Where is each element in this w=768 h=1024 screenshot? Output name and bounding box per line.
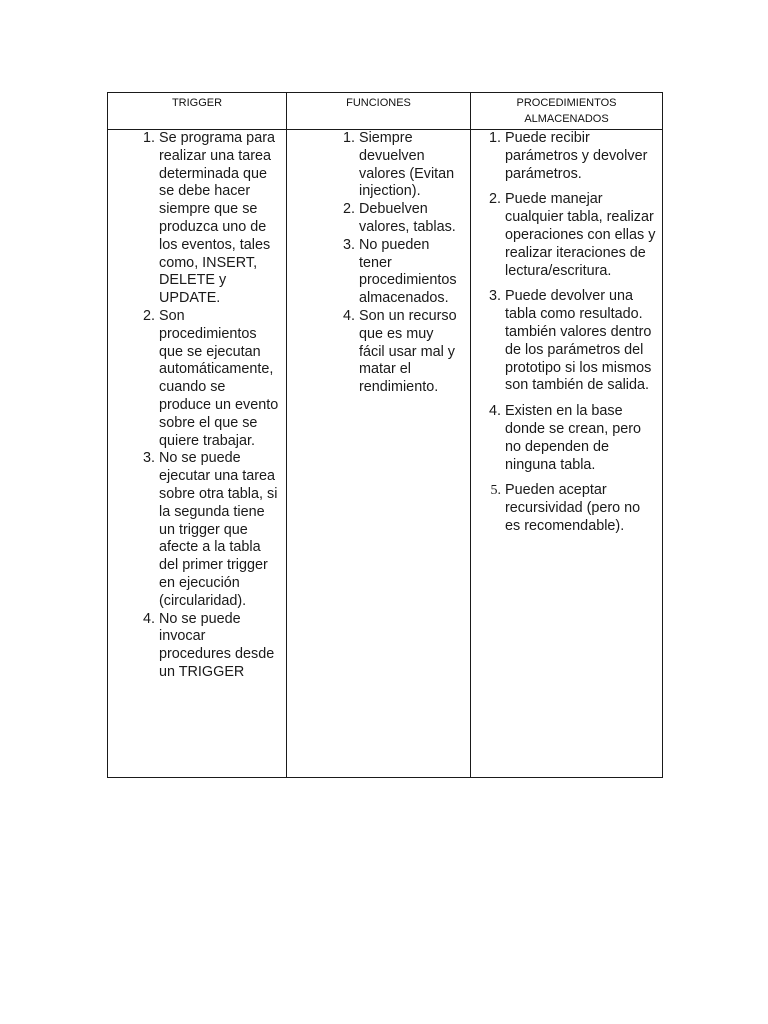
comparison-table xyxy=(107,92,663,778)
list-item xyxy=(342,130,462,201)
list-item xyxy=(488,288,656,395)
list-item xyxy=(488,403,656,474)
list-item xyxy=(142,610,280,682)
list-item xyxy=(488,191,656,280)
list-number: 3. xyxy=(488,288,501,305)
list-number: 2. xyxy=(488,191,501,208)
header-procedimientos: PROCEDIMIENTOS ALMACENADOS xyxy=(471,93,663,130)
list-number: 2. xyxy=(142,307,155,324)
list-number: 4. xyxy=(488,403,501,420)
list-number: 1. xyxy=(342,130,355,146)
list-item xyxy=(488,130,656,183)
header-funciones: FUNCIONES xyxy=(287,93,471,130)
list-number: 2. xyxy=(342,201,355,218)
list-text: Son procedimientos que se ejecutan automáticamente, cuando se produce un evento sobre el que se quiere trabajar. xyxy=(159,307,279,449)
procedimientos-list xyxy=(471,130,662,536)
list-number: 3. xyxy=(142,450,155,467)
list-number: 3. xyxy=(342,236,355,253)
funciones-cell xyxy=(287,130,471,778)
body-row xyxy=(108,130,663,778)
list-number: 5. xyxy=(490,483,501,499)
list-text: Siempre devuelven valores (Evitan injection). xyxy=(359,130,455,200)
list-item xyxy=(142,450,280,610)
list-item xyxy=(142,307,280,450)
list-text: Existen en la base donde se crean, pero no dependen de ninguna tabla. xyxy=(505,403,642,473)
list-item xyxy=(142,130,280,308)
list-number: 1. xyxy=(488,130,501,146)
list-text: Debuelven valores, tablas. xyxy=(359,201,456,235)
procedimientos-cell xyxy=(471,130,663,778)
list-text: Pueden aceptar recursividad (pero no es recomendable). xyxy=(505,482,641,534)
list-text: No se puede invocar procedures desde un TRIGGER xyxy=(159,610,275,680)
funciones-list xyxy=(287,130,470,397)
list-text: Puede devolver una tabla como resultado. también valores dentro de los parámetros del prototipo si los mismos son también de salida. xyxy=(505,288,652,394)
header-trigger: TRIGGER xyxy=(108,93,287,130)
trigger-list xyxy=(108,130,286,682)
list-number: 4. xyxy=(142,610,155,627)
list-item xyxy=(342,236,462,308)
list-item xyxy=(490,482,656,535)
list-text: No se puede ejecutar una tarea sobre otra tabla, si la segunda tiene un trigger que afecte a la tabla del primer trigger en ejecución (circularidad). xyxy=(159,450,278,609)
list-text: Puede recibir parámetros y devolver parámetros. xyxy=(505,130,648,182)
list-text: No pueden tener procedimientos almacenados. xyxy=(359,236,457,307)
list-text: Son un recurso que es muy fácil usar mal y matar el rendimiento. xyxy=(359,307,457,396)
list-number: 4. xyxy=(342,307,355,324)
list-item xyxy=(342,307,462,397)
list-item xyxy=(342,201,462,237)
list-text: Se programa para realizar una tarea determinada que se debe hacer siempre que se produzca uno de los eventos, tales como, INSERT, DELETE y UPDATE. xyxy=(159,130,275,307)
header-row xyxy=(108,93,663,130)
trigger-cell xyxy=(108,130,287,778)
list-number: 1. xyxy=(142,130,155,146)
list-text: Puede manejar cualquier tabla, realizar operaciones con ellas y realizar iteraciones de lectura/escritura. xyxy=(505,191,656,279)
